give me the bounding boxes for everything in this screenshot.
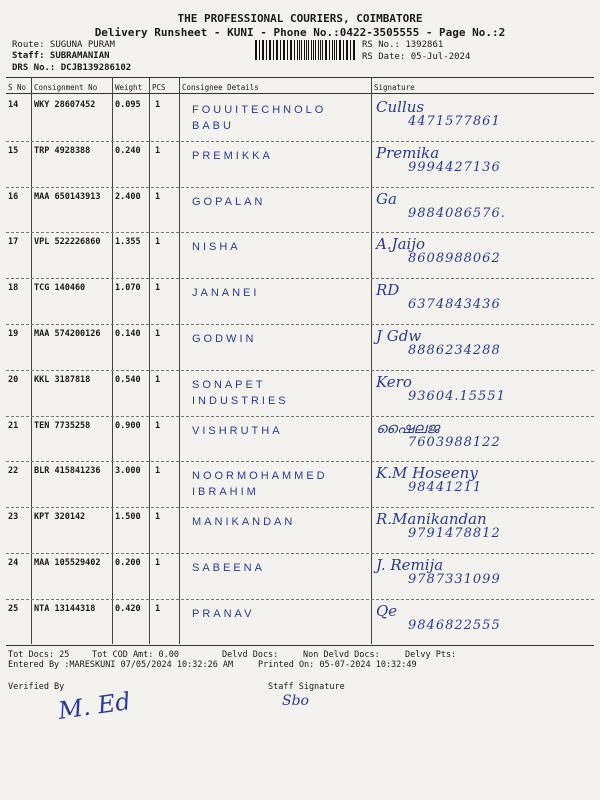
row-consignee-handwritten: GOPALAN: [192, 195, 266, 208]
delivery-points: Delvy Pts:: [405, 650, 457, 660]
row-signature-phone: 6374843436: [408, 297, 501, 313]
row-signature-name: Ga: [376, 189, 397, 208]
staff-signature: Sbo: [282, 693, 309, 709]
barcode-image: [255, 40, 357, 60]
row-weight: 0.240: [115, 145, 141, 156]
row-signature-phone: 8608988062: [408, 251, 501, 267]
row-signature-phone: 8886234288: [408, 343, 501, 358]
col-signature: Signature: [374, 83, 415, 92]
row-consignment-no: KKL 3187818: [34, 374, 91, 385]
row-pcs: 1: [155, 145, 161, 156]
row-signature-phone: 9791478812: [408, 526, 501, 542]
row-pcs: 1: [155, 558, 161, 568]
total-cod: Tot COD Amt: 0.00: [92, 650, 179, 660]
col-divider: [149, 78, 150, 644]
row-consignment-no: VPL 522226860: [34, 237, 101, 248]
row-sno: 21: [8, 420, 19, 431]
row-signature-name: K.M Hoseeny: [376, 464, 478, 483]
row-weight: 1.500: [115, 512, 141, 523]
row-signature-phone: 93604.15551: [408, 388, 506, 404]
barcode-bar: [350, 40, 351, 60]
row-consignment-no: NTA 13144318: [34, 603, 96, 614]
row-sno: 18: [8, 283, 19, 294]
row-weight: 0.540: [115, 374, 141, 385]
route-label: Route: SUGUNA PURAM: [12, 40, 115, 50]
row-divider: [6, 324, 594, 325]
staff-label: Staff: SUBRAMANIAN: [12, 51, 110, 61]
row-divider: [6, 461, 594, 462]
rs-number: RS No.: 1392861: [362, 40, 444, 50]
row-signature-name: J. Remija: [376, 556, 444, 574]
row-signature-phone: 98441211: [408, 480, 483, 496]
row-pcs: 1: [155, 329, 161, 339]
row-divider: [6, 278, 594, 279]
row-signature-phone: 4471577861: [408, 114, 501, 129]
col-weight: Weight: [115, 83, 143, 92]
printed-on: Printed On: 05-07-2024 10:32:49: [258, 660, 417, 670]
row-consignment-no: KPT 320142: [34, 512, 86, 523]
row-signature-name: Qe: [376, 601, 398, 620]
drs-number: DRS No.: DCJB139286102: [12, 63, 132, 73]
row-signature-phone: 9994427136: [408, 159, 501, 175]
row-weight: 0.900: [115, 420, 141, 431]
row-sno: 17: [8, 237, 19, 248]
col-consignee: Consignee Details: [182, 83, 259, 92]
row-consignee-handwritten: JANANEI: [192, 287, 260, 300]
row-pcs: 1: [155, 237, 161, 248]
column-header-rule: [6, 93, 594, 94]
row-pcs: 1: [155, 100, 161, 110]
row-sno: 16: [8, 191, 19, 202]
row-sno: 23: [8, 512, 19, 523]
row-consignee-handwritten: SONAPET INDUSTRIES: [192, 378, 289, 407]
row-signature-name: Cullus: [376, 98, 425, 116]
row-signature-name: RD: [376, 281, 400, 300]
row-consignment-no: TRP 4928388: [34, 145, 91, 156]
row-pcs: 1: [155, 466, 161, 477]
row-sno: 20: [8, 374, 19, 385]
header-rule: [6, 77, 594, 78]
row-consignment-no: BLR 415841236: [34, 466, 101, 477]
barcode-bar: [311, 40, 312, 60]
row-sno: 25: [8, 603, 19, 614]
row-consignment-no: TCG 140460: [34, 283, 86, 294]
row-weight: 1.355: [115, 237, 141, 248]
company-title: THE PROFESSIONAL COURIERS, COIMBATORE: [177, 12, 423, 25]
row-divider: [6, 141, 594, 142]
row-weight: 0.420: [115, 603, 141, 614]
row-divider: [6, 187, 594, 188]
row-sno: 15: [8, 145, 19, 156]
row-consignee-handwritten: VISHRUTHA: [192, 424, 283, 437]
row-weight: 0.200: [115, 558, 141, 568]
row-divider: [6, 416, 594, 417]
col-divider: [31, 78, 32, 644]
row-consignee-handwritten: SABEENA: [192, 562, 265, 574]
row-consignee-handwritten: PREMIKKA: [192, 149, 273, 162]
row-consignee-handwritten: NOORMOHAMMED IBRAHIM: [192, 470, 328, 499]
row-signature-phone: 9787331099: [408, 572, 501, 587]
barcode-bar: [277, 40, 278, 60]
row-weight: 2.400: [115, 191, 141, 202]
col-divider: [112, 78, 113, 644]
row-pcs: 1: [155, 603, 161, 614]
delivered-docs: Delvd Docs:: [222, 650, 279, 660]
row-signature-name: J Gdw: [376, 327, 422, 345]
col-sno: S No: [8, 83, 27, 92]
verified-by-label: Verified By: [8, 682, 65, 692]
row-divider: [6, 232, 594, 233]
row-weight: 0.140: [115, 329, 141, 339]
row-consignment-no: MAA 105529402: [34, 558, 101, 568]
row-pcs: 1: [155, 374, 161, 385]
row-signature-phone: 9884086576.: [408, 205, 506, 221]
row-signature-name: R.Manikandan: [376, 510, 487, 529]
row-divider: [6, 370, 594, 371]
row-pcs: 1: [155, 420, 161, 431]
total-docs: Tot Docs: 25: [8, 650, 70, 660]
row-consignee-handwritten: FOUUITECHNOLO BABU: [192, 104, 327, 132]
row-weight: 0.095: [115, 100, 141, 110]
verified-signature: M. Ed: [56, 687, 133, 725]
row-pcs: 1: [155, 283, 161, 294]
row-consignee-handwritten: GODWIN: [192, 333, 257, 345]
row-signature-name: A.Jaijo: [376, 235, 426, 254]
col-consignment: Consignment No: [34, 83, 98, 92]
row-consignee-handwritten: PRANAV: [192, 607, 255, 620]
col-divider: [179, 78, 180, 644]
row-consignment-no: MAA 574200126: [34, 329, 101, 339]
col-divider: [371, 78, 372, 644]
barcode-bar: [263, 40, 264, 60]
staff-signature-label: Staff Signature: [268, 682, 345, 692]
row-consignee-handwritten: NISHA: [192, 241, 241, 254]
runsheet-title: Delivery Runsheet - KUNI - Phone No.:0422-3505555 - Page No.:2: [94, 26, 506, 39]
row-consignee-handwritten: MANIKANDAN: [192, 516, 296, 529]
row-weight: 3.000: [115, 466, 141, 477]
row-divider: [6, 507, 594, 508]
barcode-bar: [294, 40, 295, 60]
row-sno: 19: [8, 329, 19, 339]
row-sno: 22: [8, 466, 19, 477]
row-signature-name: Premika: [376, 143, 440, 162]
barcode-bar: [329, 40, 330, 60]
rs-date: RS Date: 05-Jul-2024: [362, 52, 471, 62]
row-divider: [6, 553, 594, 554]
row-consignment-no: WKY 28607452: [34, 100, 96, 110]
row-divider: [6, 599, 594, 600]
row-weight: 1.070: [115, 283, 141, 294]
row-sno: 14: [8, 100, 19, 110]
row-signature-phone: 7603988122: [408, 434, 501, 450]
row-sno: 24: [8, 558, 19, 568]
row-pcs: 1: [155, 512, 161, 523]
footer-rule: [6, 645, 594, 646]
col-pcs: PCS: [152, 83, 166, 92]
row-signature-name: ഷൈലജ: [376, 418, 439, 437]
entered-by: Entered By :MARESKUNI 07/05/2024 10:32:26 AM: [8, 660, 234, 670]
row-consignment-no: TEN 7735258: [34, 420, 91, 431]
row-consignment-no: MAA 650143913: [34, 191, 101, 202]
row-signature-phone: 9846822555: [408, 617, 501, 633]
row-signature-name: Kero: [376, 372, 412, 391]
row-pcs: 1: [155, 191, 161, 202]
non-delivered-docs: Non Delvd Docs:: [303, 650, 380, 660]
